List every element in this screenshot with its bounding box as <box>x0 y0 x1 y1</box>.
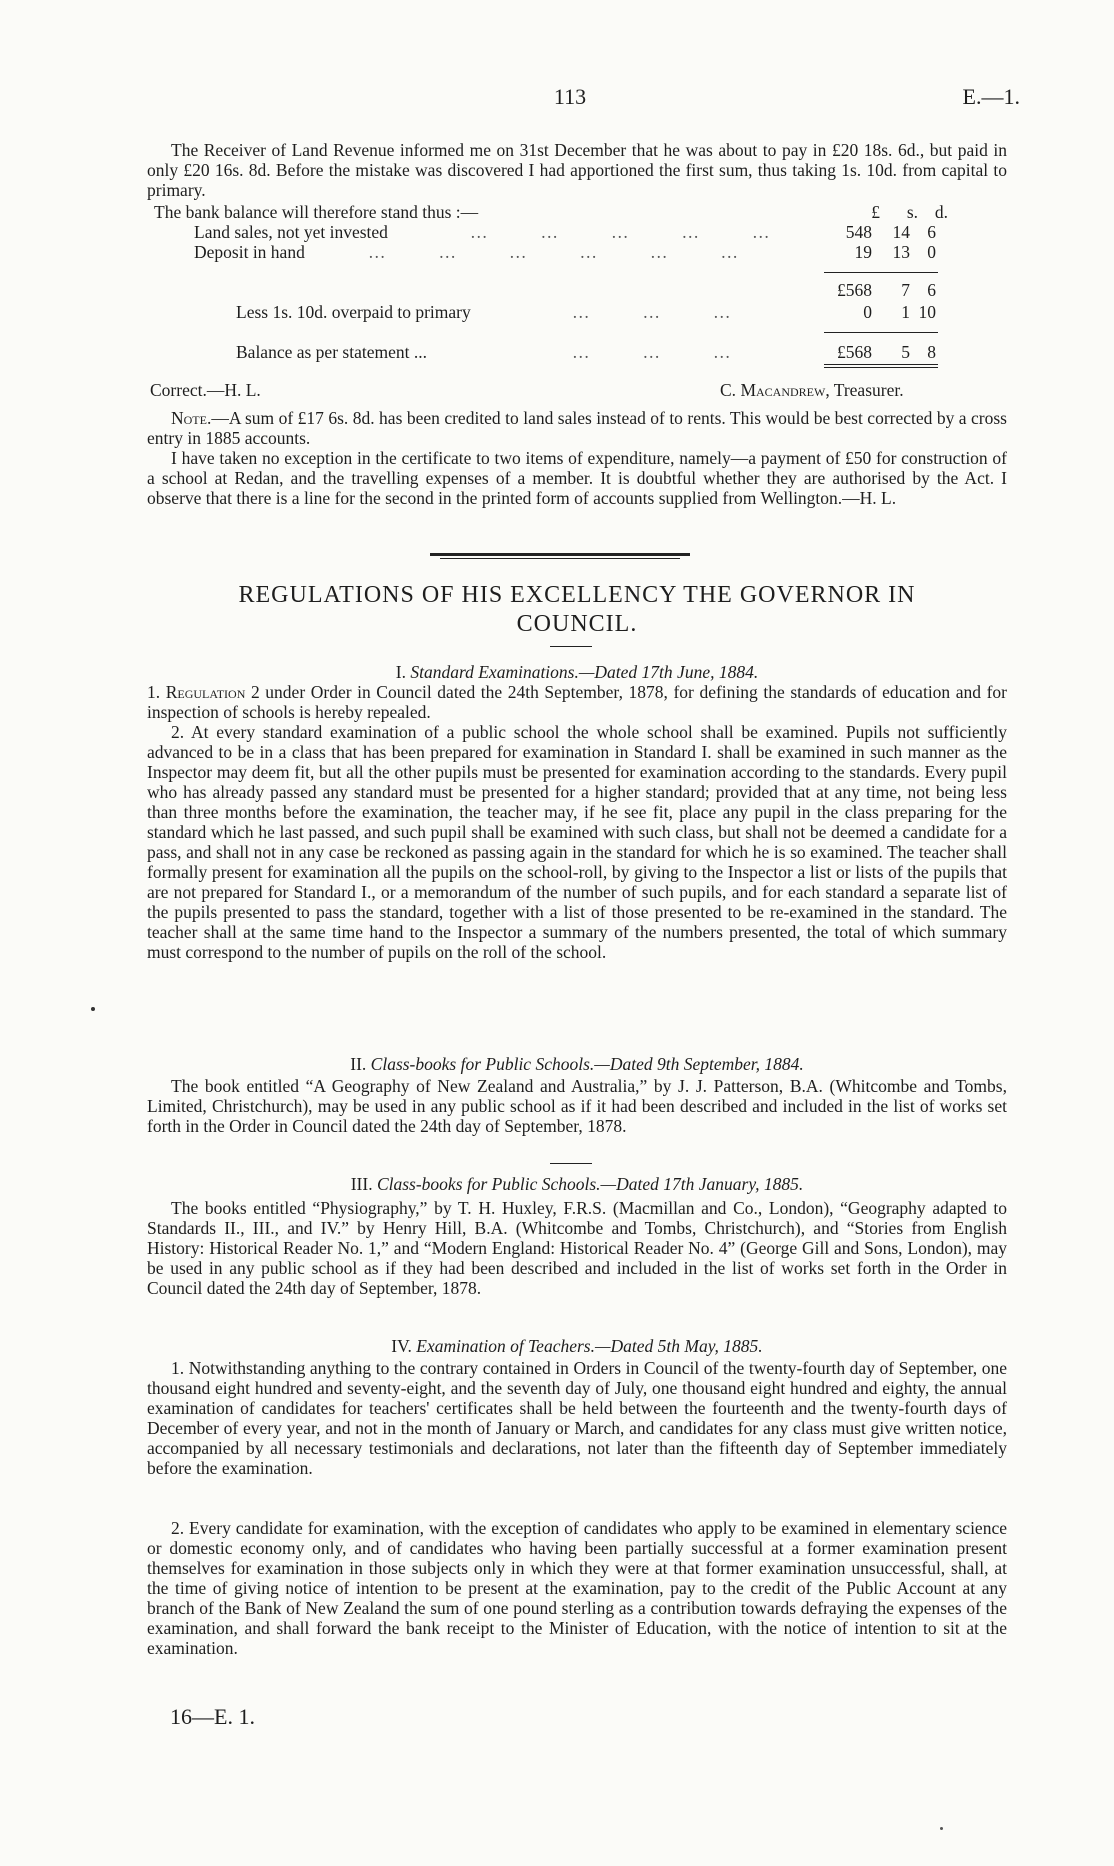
account-row-pounds: 19 <box>854 242 872 262</box>
section3-title: Class-books for Public Schools.—Dated 17th January, 1885. <box>376 1174 804 1194</box>
account-row-pounds: 548 <box>845 222 872 242</box>
column-shillings-header: s. <box>906 202 918 222</box>
section4-paragraph2: 2. Every candidate for examination, with the exception of candidates who apply to be examined in elementary science or domestic economy only, and of candidates who having been partially successful at a former examination present themselves for examination in those subjects only in which they were at that former examination unsuccessful, shall, at the time of giving notice of intention to be present at the examination, pay to the credit of the Public Account at any branch of the Bank of New Zealand the sum of one pound sterling as a contribution towards defraying the expenses of the examination, and shall forward the bank receipt to the Minister of Education, with the notice of intention to sit at the examination. <box>147 1518 1007 1658</box>
leader-dots: … … … … … … <box>368 242 740 262</box>
section4-title: Examination of Teachers.—Dated 5th May, 1885. <box>416 1336 763 1356</box>
subtotal-pounds: £568 <box>837 280 872 300</box>
section4-heading <box>147 1336 1007 1356</box>
leader-dots: … … … <box>572 342 733 362</box>
account-row-pence: 6 <box>927 222 936 242</box>
section-divider <box>430 553 690 556</box>
section-divider <box>440 558 680 559</box>
section3-heading <box>147 1174 1007 1194</box>
treasurer-initial: C. <box>720 380 737 400</box>
balance-pence: 8 <box>927 342 936 362</box>
less-overpaid-label: Less 1s. 10d. overpaid to primary <box>236 302 471 322</box>
section1-heading <box>147 662 1007 682</box>
section3-number: III. <box>350 1174 373 1194</box>
account-row-label: Land sales, not yet invested <box>194 222 388 242</box>
section3-paragraph: The books entitled “Physiography,” by T. H. Huxley, F.R.S. (Macmillan and Co., London), “Geography adapted to Standards II., III., and IV.” by Henry Hill, B.A. (Whitcombe and Tombs, Christchurch), and “Stories from English History: Historical Reader No. 1,” and “Modern England: Historical Reader No. 4” (George Gill and Sons, London), may be used in any public school as if they had been described and included in the list of works set forth in the Order in Council dated the 24th day of September, 1878. <box>147 1198 1007 1298</box>
section1-p1-number: 1. <box>147 682 166 702</box>
double-rule <box>824 364 938 365</box>
section1-p1-text: 2 under Order in Council dated the 24th September, 1878, for defining the standards of education and for inspection of schools is hereby repealed. <box>147 682 1008 722</box>
column-pounds-header: £ <box>871 202 880 222</box>
regulations-title-line1: REGULATIONS OF HIS EXCELLENCY THE GOVERNOR IN <box>238 582 916 608</box>
account-row-shillings: 13 <box>892 242 910 262</box>
correct-initials: Correct.—H. L. <box>150 380 261 400</box>
treasurer-signature <box>720 380 904 400</box>
sum-rule <box>824 332 938 333</box>
page-number: 113 <box>553 84 587 109</box>
account-row-pence: 0 <box>927 242 936 262</box>
leader-dots: … … … … … <box>470 222 772 242</box>
treasurer-name: Macandrew <box>740 380 826 400</box>
account-row-label: Deposit in hand <box>194 242 305 262</box>
column-pence-header: d. <box>934 202 948 222</box>
section4-paragraph1: 1. Notwithstanding anything to the contrary contained in Orders in Council of the twenty-fourth day of September, one thousand eight hundred and seventy-eight, and the seventh day of July, one thousand eight hundred and eighty, the annual examination of candidates for teachers' certificates shall be held between the fourteenth and the twenty-fourth days of December of every year, and not in the month of January or March, and candidates for any class must give written notice, accompanied by all necessary testimonials and declarations, not later than the fifteenth day of September immediately before the examination. <box>147 1358 1007 1478</box>
less-shillings: 1 <box>901 302 910 322</box>
less-pounds: 0 <box>863 302 872 322</box>
balance-pounds: £568 <box>837 342 872 362</box>
note-label: Note. <box>171 408 212 428</box>
sum-rule <box>824 272 938 273</box>
short-divider <box>550 1163 592 1164</box>
less-pence: 10 <box>918 302 936 322</box>
note-paragraph <box>147 408 1007 448</box>
short-divider <box>550 646 592 647</box>
double-rule <box>824 367 938 368</box>
section2-title: Class-books for Public Schools.—Dated 9th September, 1884. <box>370 1054 804 1074</box>
stray-dot <box>940 1827 943 1830</box>
regulations-title-line2: COUNCIL. <box>516 611 638 637</box>
section4-number: IV. <box>391 1336 412 1356</box>
balance-label: Balance as per statement ... <box>236 342 427 362</box>
note-text: —A sum of £17 6s. 8d. has been credited to land sales instead of to rents. This would be best corrected by a cross entry in 1885 accounts. <box>147 408 1007 448</box>
leader-dots: … … … <box>572 302 733 322</box>
balance-shillings: 5 <box>901 342 910 362</box>
section1-title: Standard Examinations.—Dated 17th June, 1884. <box>410 662 759 682</box>
subtotal-shillings: 7 <box>901 280 910 300</box>
section1-paragraph1 <box>147 682 1007 722</box>
bank-balance-line: The bank balance will therefore stand thus :— <box>154 202 479 222</box>
regulation-label: Regulation <box>165 682 246 702</box>
section1-number: I. <box>395 662 406 682</box>
document-reference: E.—1. <box>962 84 1020 109</box>
receiver-paragraph: The Receiver of Land Revenue informed me on 31st December that he was about to pay in £20 18s. 6d., but paid in only £20 16s. 8d. Before the mistake was discovered I had apportioned the first sum, thus taking 1s. 10d. from capital to primary. <box>147 140 1007 200</box>
exception-paragraph: I have taken no exception in the certificate to two items of expenditure, namely—a payment of £50 for construction of a school at Redan, and the travelling expenses of a member. It is doubtful whether they are authorised by the Act. I observe that there is a line for the second in the printed form of accounts supplied from Wellington.—H. L. <box>147 448 1007 508</box>
section2-paragraph: The book entitled “A Geography of New Zealand and Australia,” by J. J. Patterson, B.A. (Whitcombe and Tombs, Limited, Christchurch), may be used in any public school as if it had been described and included in the list of works set forth in the Order in Council dated the 24th day of September, 1878. <box>147 1076 1007 1136</box>
section2-number: II. <box>350 1054 367 1074</box>
subtotal-pence: 6 <box>927 280 936 300</box>
section1-paragraph2: 2. At every standard examination of a public school the whole school shall be examined. Pupils not sufficiently advanced to be in a class that has been prepared for examination in Standard I. shall be examined in such manner as the Inspector may deem fit, but all the other pupils must be presented for examination according to the standards. Every pupil who has already passed any standard must be presented for a higher standard; provided that at any time, not being less than three months before the examination, the teacher may, if he see fit, place any pupil in the class preparing for the standard which he last passed, and such pupil shall be examined with such class, but shall not be deemed a candidate for a pass, and shall not in any case be reckoned as passing again in the standard for which he is so examined. The teacher shall formally present for examination all the pupils on the school-roll, by giving to the Inspector a list or lists of the pupils that are not prepared for Standard I., or a memorandum of the number of such pupils, and for each standard a separate list of the pupils presented to pass the standard, together with a list of those presented to be re-examined in the standard. The teacher shall at the same time hand to the Inspector a summary of the numbers presented, the total of which summary must correspond to the number of pupils on the roll of the school. <box>147 722 1007 962</box>
treasurer-title: , Treasurer. <box>825 380 904 400</box>
signature-mark: 16—E. 1. <box>170 1704 255 1729</box>
stray-dot <box>91 1007 95 1011</box>
section2-heading <box>147 1054 1007 1074</box>
account-row-shillings: 14 <box>892 222 910 242</box>
